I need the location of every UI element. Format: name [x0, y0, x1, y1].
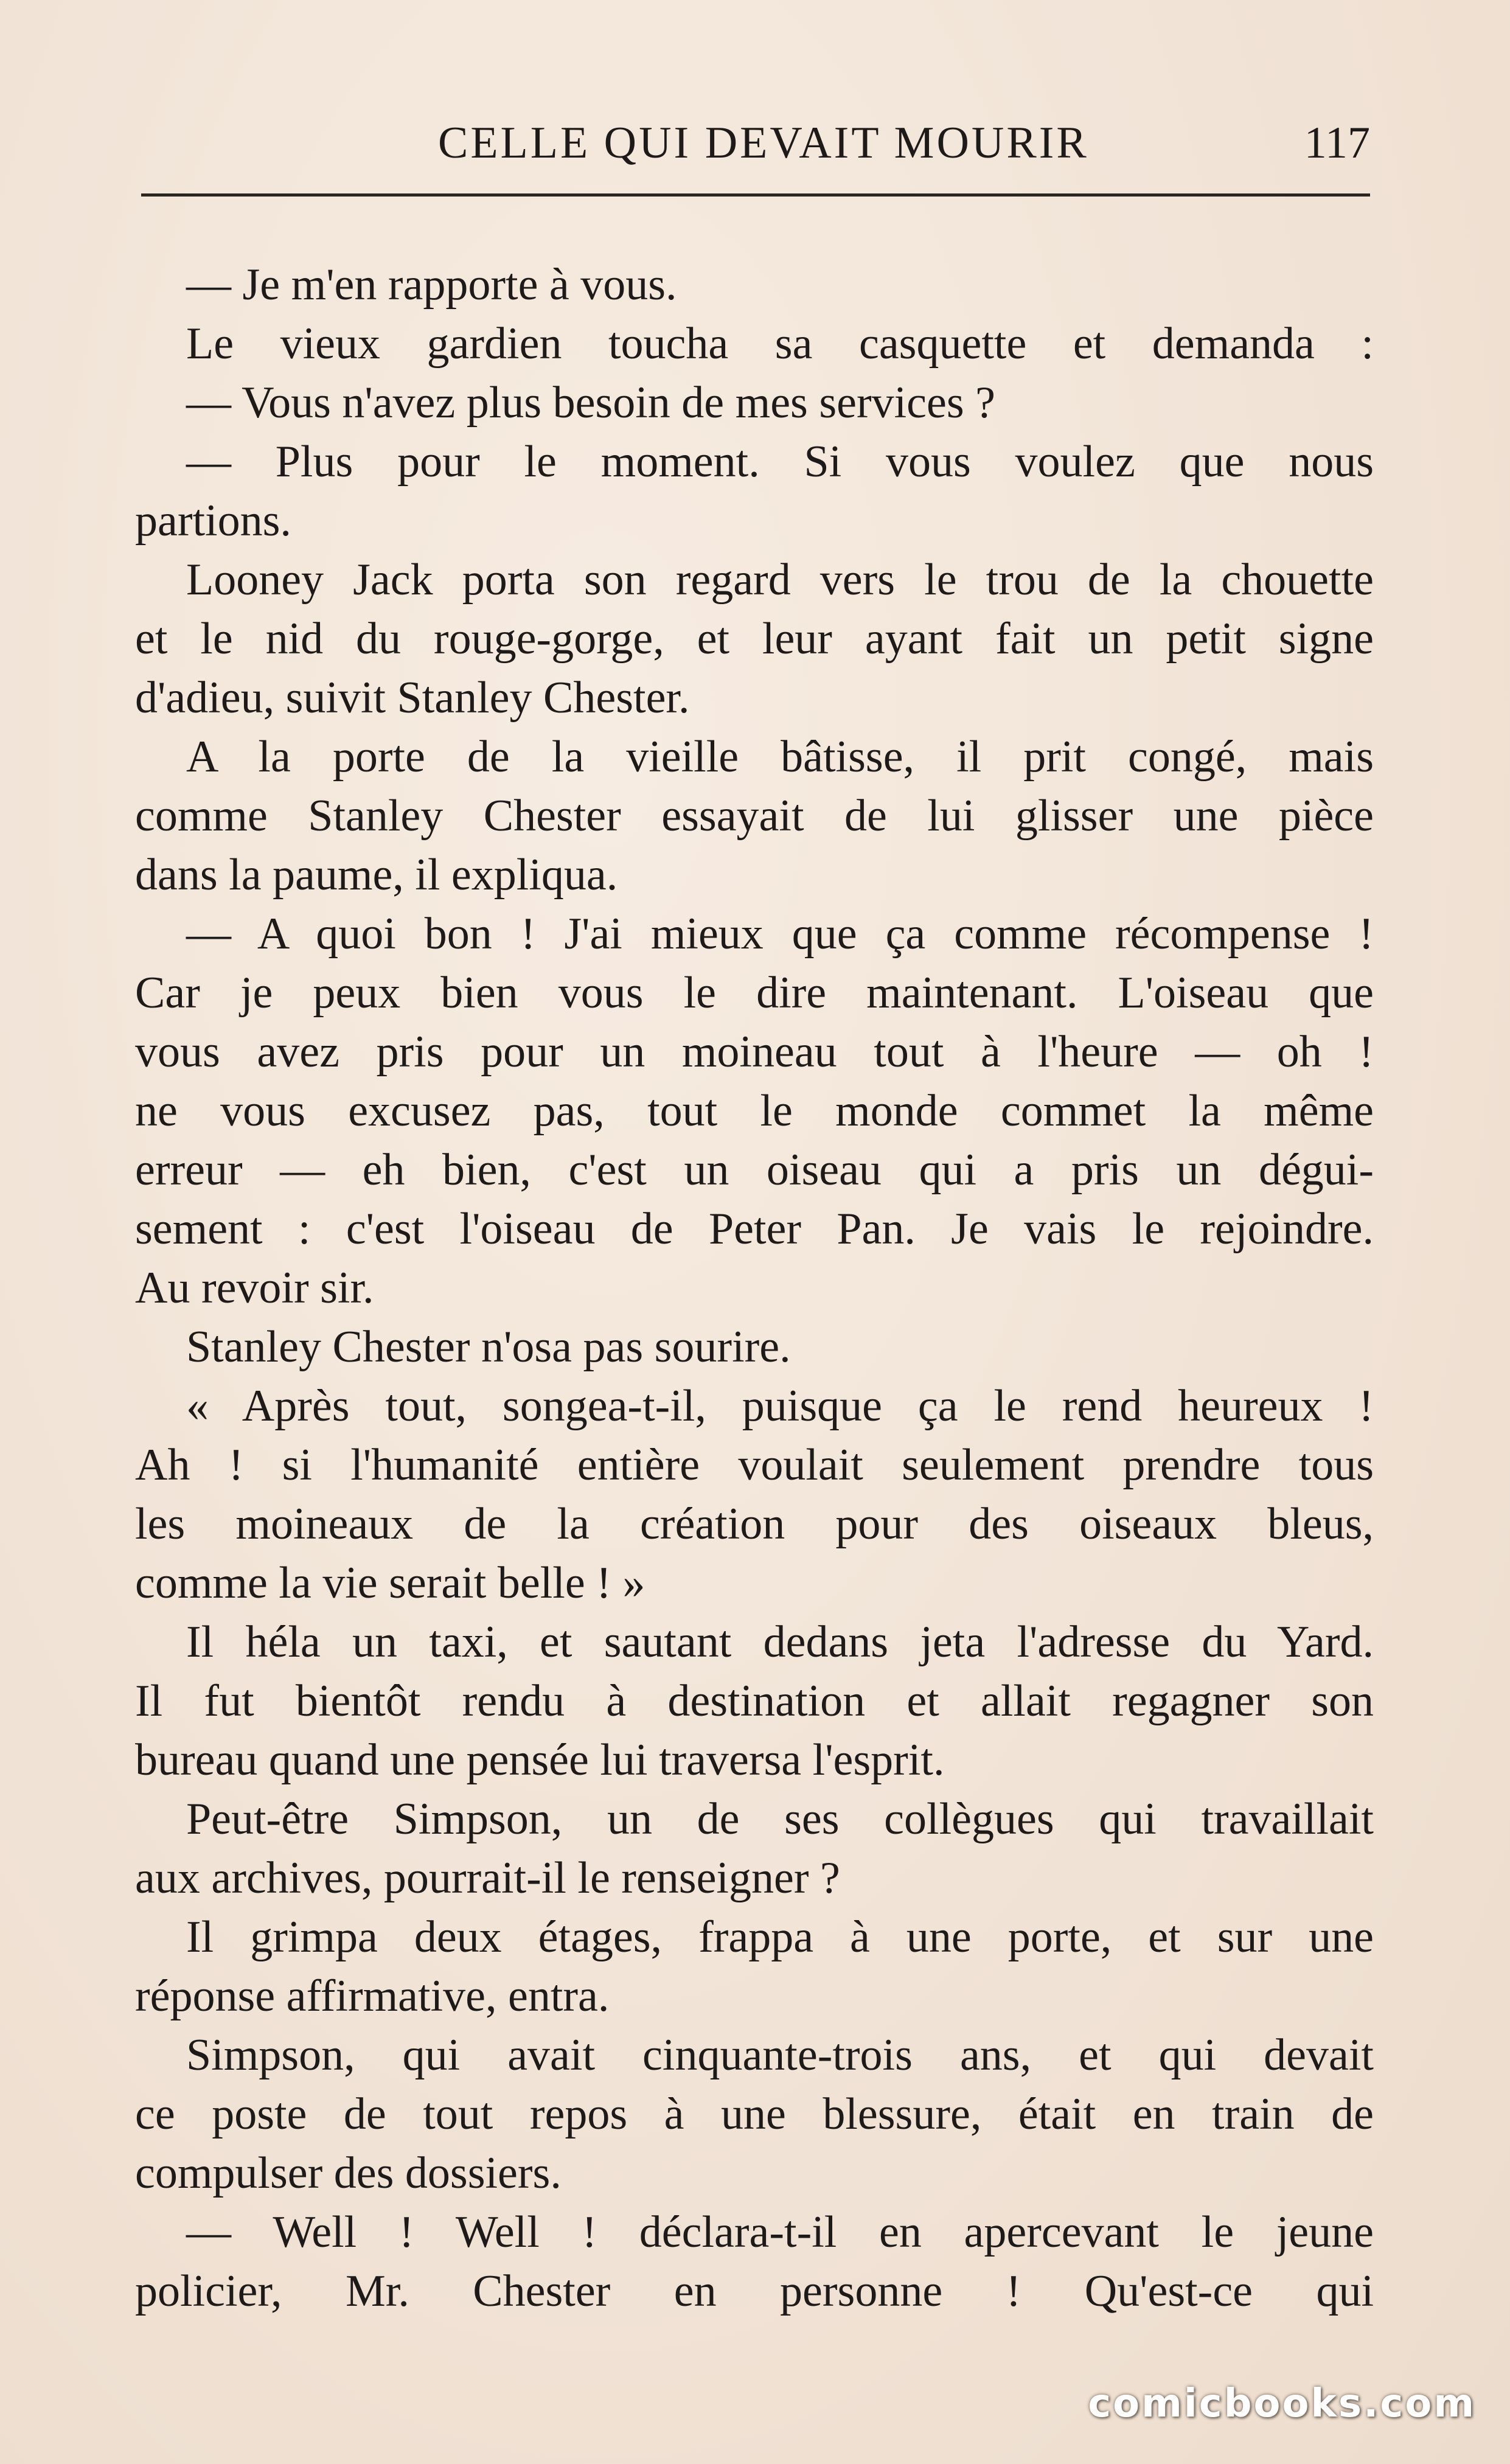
text-line: Il fut bientôt rendu à destination et allait regagner son — [135, 1676, 1374, 1726]
text-line: vous avez pris pour un moineau tout à l'heure — oh ! — [135, 1027, 1374, 1077]
watermark: comicbooks.com — [1088, 2381, 1476, 2426]
text-line: — Well ! Well ! déclara-t-il en apercevant le jeune — [186, 2207, 1374, 2257]
running-header — [141, 116, 1370, 170]
text-line: dans la paume, il expliqua. — [135, 850, 618, 900]
text-line: Looney Jack porta son regard vers le trou de la chouette — [186, 555, 1374, 605]
text-line: policier, Mr. Chester en personne ! Qu'est-ce qui — [135, 2266, 1374, 2316]
text-line: Il héla un taxi, et sautant dedans jeta l'adresse du Yard. — [186, 1617, 1374, 1667]
text-line: Il grimpa deux étages, frappa à une porte, et sur une — [186, 1912, 1374, 1962]
text-line: ne vous excusez pas, tout le monde commet la même — [135, 1086, 1374, 1136]
text-line: Simpson, qui avait cinquante-trois ans, et qui devait — [186, 2030, 1374, 2080]
text-line: « Après tout, songea-t-il, puisque ça le rend heureux ! — [186, 1381, 1374, 1431]
text-line: compulser des dossiers. — [135, 2148, 562, 2198]
text-line: erreur — eh bien, c'est un oiseau qui a pris un dégui- — [135, 1145, 1374, 1195]
text-line: bureau quand une pensée lui traversa l'esprit. — [135, 1735, 945, 1785]
text-line: sement : c'est l'oiseau de Peter Pan. Je vais le rejoindre. — [135, 1204, 1374, 1254]
text-line: — Plus pour le moment. Si vous voulez que nous — [186, 437, 1374, 487]
text-line: Stanley Chester n'osa pas sourire. — [186, 1322, 791, 1372]
body-text — [135, 256, 1374, 2321]
text-line: A la porte de la vieille bâtisse, il prit congé, mais — [186, 732, 1374, 782]
text-line: partions. — [135, 496, 291, 546]
text-line: — A quoi bon ! J'ai mieux que ça comme récompense ! — [186, 909, 1374, 959]
text-line: et le nid du rouge-gorge, et leur ayant fait un petit signe — [135, 614, 1374, 664]
text-line: les moineaux de la création pour des oiseaux bleus, — [135, 1499, 1374, 1549]
text-line: réponse affirmative, entra. — [135, 1971, 610, 2021]
text-line: d'adieu, suivit Stanley Chester. — [135, 673, 690, 723]
text-line: — Vous n'avez plus besoin de mes services ? — [186, 378, 996, 428]
text-line: — Je m'en rapporte à vous. — [186, 260, 677, 310]
text-line: comme Stanley Chester essayait de lui glisser une pièce — [135, 791, 1374, 841]
page-number: 117 — [1304, 118, 1370, 168]
running-title: CELLE QUI DEVAIT MOURIR — [438, 118, 1089, 168]
text-line: Au revoir sir. — [135, 1263, 374, 1313]
text-line: Peut-être Simpson, un de ses collègues qui travaillait — [186, 1794, 1374, 1844]
text-line: Le vieux gardien toucha sa casquette et demanda : — [186, 319, 1374, 369]
text-line: aux archives, pourrait-il le renseigner ? — [135, 1853, 840, 1903]
text-line: ce poste de tout repos à une blessure, était en train de — [135, 2089, 1374, 2139]
text-line: comme la vie serait belle ! » — [135, 1558, 645, 1608]
text-line: Car je peux bien vous le dire maintenant. L'oiseau que — [135, 968, 1374, 1018]
text-line: Ah ! si l'humanité entière voulait seulement prendre tous — [135, 1440, 1374, 1490]
header-rule — [141, 193, 1370, 197]
